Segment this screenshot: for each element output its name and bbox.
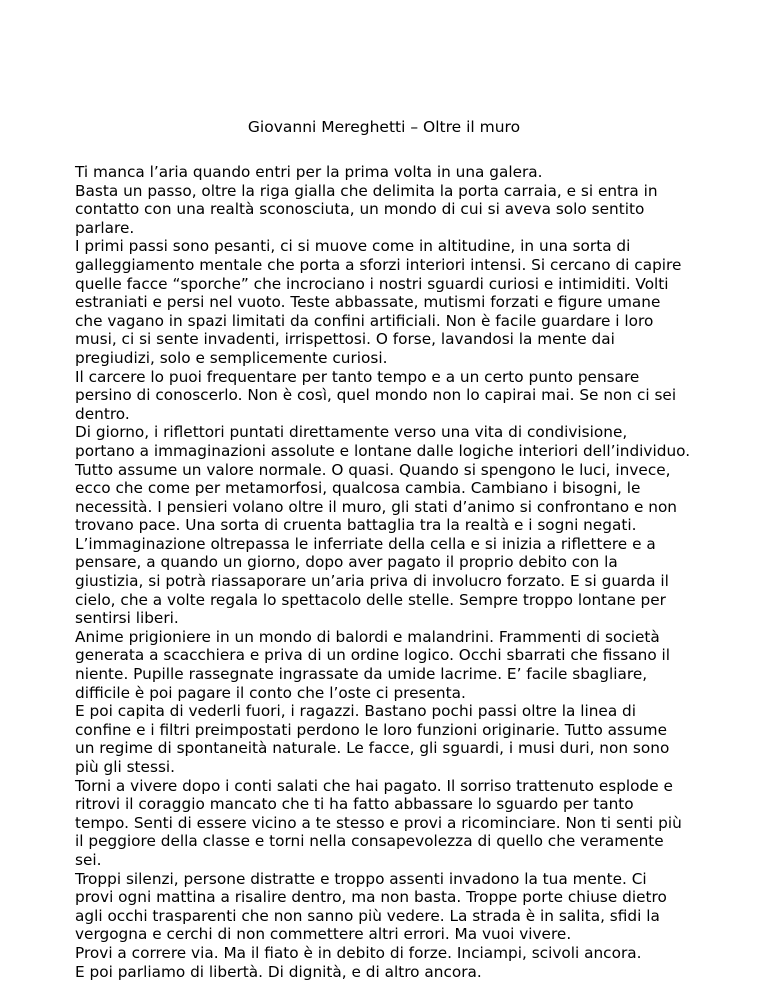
text-line: musi, ci si sente invadenti, irrispettosi. O forse, lavandosi la mente dai (75, 330, 615, 349)
text-line: Anime prigioniere in un mondo di balordi e malandrini. Frammenti di società (75, 627, 660, 646)
text-line: ritrovi il coraggio mancato che ti ha fatto abbassare lo sguardo per tanto (75, 795, 634, 814)
text-line: confine e i filtri preimpostati perdono le loro funzioni originarie. Tutto assume (75, 720, 667, 739)
text-line: contatto con una realtà sconosciuta, un mondo di cui si aveva solo sentito (75, 200, 645, 219)
text-line: galleggiamento mentale che porta a sforzi interiori intensi. Si cercano di capire (75, 255, 682, 274)
text-line: portano a immaginazioni assolute e lontane dalle logiche interiori dell’individuo. (75, 441, 691, 460)
text-line: difficile è poi pagare il conto che l’oste ci presenta. (75, 683, 466, 702)
text-line: Troppi silenzi, persone distratte e troppo assenti invadono la tua mente. Ci (75, 869, 647, 888)
text-line: sei. (75, 850, 102, 869)
text-line: persino di conoscerlo. Non è così, quel mondo non lo capirai mai. Se non ci sei (75, 386, 677, 405)
text-line: niente. Pupille rassegnate ingrassate da umide lacrime. E’ facile sbagliare, (75, 665, 648, 684)
text-line: cielo, che a volte regala lo spettacolo delle stelle. Sempre troppo lontane per (75, 590, 666, 609)
text-line: agli occhi trasparenti che non sanno più vedere. La strada è in salita, sfidi la (75, 906, 660, 925)
text-line: provi ogni mattina a risalire dentro, ma non basta. Troppe porte chiuse dietro (75, 888, 667, 907)
text-line: Tutto assume un valore normale. O quasi. Quando si spengono le luci, invece, (75, 460, 671, 479)
text-line: Basta un passo, oltre la riga gialla che delimita la porta carraia, e si entra in (75, 181, 658, 200)
text-line: un regime di spontaneità naturale. Le facce, gli sguardi, i musi duri, non sono (75, 739, 670, 758)
text-line: più gli stessi. (75, 758, 176, 776)
text-line: vergogna e cerchi di non commettere altri errori. Ma vuoi vivere. (75, 925, 572, 944)
text-line: parlare. (75, 218, 135, 237)
text-line: pregiudizi, solo e semplicemente curiosi. (75, 348, 388, 367)
text-line: Ti manca l’aria quando entri per la prima volta in una galera. (75, 163, 543, 181)
document-body (75, 163, 715, 981)
text-line: I primi passi sono pesanti, ci si muove come in altitudine, in una sorta di (75, 237, 631, 256)
text-line: ecco che come per metamorfosi, qualcosa cambia. Cambiano i bisogni, le (75, 479, 641, 498)
text-line: che vagano in spazi limitati da confini artificiali. Non è facile guardare i loro (75, 311, 654, 330)
text-line: tempo. Senti di essere vicino a te stesso e provi a ricominciare. Non ti senti più (75, 813, 682, 832)
text-line: il peggiore della classe e torni nella consapevolezza di quello che veramente (75, 832, 664, 851)
text-line: pensare, a quando un giorno, dopo aver pagato il proprio debito con la (75, 553, 618, 572)
text-line: sentirsi liberi. (75, 609, 179, 628)
text-line: dentro. (75, 404, 130, 423)
text-line: E poi parliamo di libertà. Di dignità, e di altro ancora. (75, 962, 482, 981)
text-line: giustizia, si potrà riassaporare un’aria priva di involucro forzato. E si guarda il (75, 572, 669, 591)
text-line: E poi capita di vederli fuori, i ragazzi. Bastano pochi passi oltre la linea di (75, 702, 637, 721)
document-title: Giovanni Mereghetti – Oltre il muro (247, 118, 521, 136)
text-line: generata a scacchiera e priva di un ordine logico. Occhi sbarrati che fissano il (75, 646, 671, 665)
text-line: Torni a vivere dopo i conti salati che hai pagato. Il sorriso trattenuto esplode e (75, 776, 673, 795)
text-line: Di giorno, i riflettori puntati direttamente verso una vita di condivisione, (75, 423, 628, 442)
text-line: quelle facce “sporche” che incrociano i nostri sguardi curiosi e intimiditi. Volti (75, 274, 669, 293)
text-line: trovano pace. Una sorta di cruenta battaglia tra la realtà e i sogni negati. (75, 516, 637, 535)
text-line: Il carcere lo puoi frequentare per tanto tempo e a un certo punto pensare (75, 367, 640, 386)
text-line: estraniati e persi nel vuoto. Teste abbassate, mutismi forzati e figure umane (75, 293, 661, 312)
text-line: Provi a correre via. Ma il fiato è in debito di forze. Inciampi, scivoli ancora. (75, 943, 642, 962)
text-line: L’immaginazione oltrepassa le inferriate della cella e si inizia a riflettere e a (75, 534, 656, 553)
text-line: necessità. I pensieri volano oltre il muro, gli stati d’animo si confrontano e non (75, 497, 678, 516)
